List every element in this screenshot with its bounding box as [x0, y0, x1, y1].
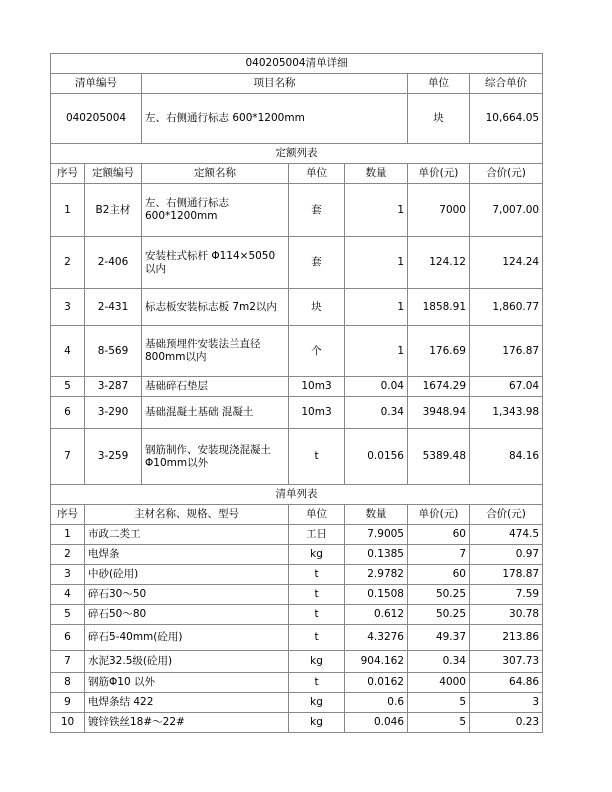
table-row: [51, 184, 543, 237]
mat-col-no: 序号: [51, 505, 85, 525]
mat-qty: 4.3276: [345, 625, 408, 651]
mat-col-unit: 单位: [289, 505, 345, 525]
mat-total: 30.78: [470, 605, 543, 625]
table-row: [51, 377, 543, 397]
table-row: [51, 651, 543, 673]
quota-no: 2: [51, 237, 85, 289]
quota-name: 基础混凝土基础 混凝土: [142, 397, 289, 429]
mat-name: 电焊条结 422: [85, 693, 289, 713]
quota-qty: 0.0156: [345, 429, 408, 485]
quota-qty: 1: [345, 326, 408, 377]
mat-name: 碎石5-40mm(砼用): [85, 625, 289, 651]
quota-code: 2-431: [85, 289, 142, 326]
quota-code: B2主材: [85, 184, 142, 237]
mat-total: 0.97: [470, 545, 543, 565]
quota-name: 基础预埋件安装法兰直径 800mm以内: [142, 326, 289, 377]
quota-unit: 10m3: [289, 377, 345, 397]
table-row: [51, 625, 543, 651]
quota-no: 4: [51, 326, 85, 377]
quota-unit: 个: [289, 326, 345, 377]
quota-total: 1,343.98: [470, 397, 543, 429]
mat-qty: 7.9005: [345, 525, 408, 545]
mat-col-price: 单价(元): [408, 505, 470, 525]
mat-total: 474.5: [470, 525, 543, 545]
quota-code: 8-569: [85, 326, 142, 377]
table-row: [51, 429, 543, 485]
quota-code: 2-406: [85, 237, 142, 289]
quota-col-no: 序号: [51, 164, 85, 184]
quota-col-unit: 单位: [289, 164, 345, 184]
mat-no: 6: [51, 625, 85, 651]
detail-table: [50, 53, 543, 733]
mat-price: 5: [408, 713, 470, 733]
mat-no: 9: [51, 693, 85, 713]
table-row: [51, 585, 543, 605]
mat-qty: 2.9782: [345, 565, 408, 585]
quota-col-price: 单价(元): [408, 164, 470, 184]
mat-total: 307.73: [470, 651, 543, 673]
quota-price: 124.12: [408, 237, 470, 289]
quota-unit: 块: [289, 289, 345, 326]
quota-no: 5: [51, 377, 85, 397]
mat-name: 电焊条: [85, 545, 289, 565]
mat-no: 2: [51, 545, 85, 565]
mat-qty: 0.612: [345, 605, 408, 625]
quota-total: 7,007.00: [470, 184, 543, 237]
quota-total: 1,860.77: [470, 289, 543, 326]
quota-col-qty: 数量: [345, 164, 408, 184]
mat-unit: t: [289, 673, 345, 693]
table-row: [51, 397, 543, 429]
table-row: [51, 289, 543, 326]
mat-no: 10: [51, 713, 85, 733]
mat-unit: t: [289, 605, 345, 625]
quota-qty: 0.34: [345, 397, 408, 429]
mat-name: 市政二类工: [85, 525, 289, 545]
mat-qty: 0.1508: [345, 585, 408, 605]
header-name-label: 项目名称: [142, 74, 408, 94]
mat-price: 7: [408, 545, 470, 565]
mat-name: 中砂(砼用): [85, 565, 289, 585]
header-unit-label: 单位: [408, 74, 470, 94]
mat-qty: 0.046: [345, 713, 408, 733]
quota-no: 1: [51, 184, 85, 237]
mat-unit: kg: [289, 693, 345, 713]
mat-col-qty: 数量: [345, 505, 408, 525]
mat-qty: 0.0162: [345, 673, 408, 693]
mat-unit: t: [289, 565, 345, 585]
mat-unit: kg: [289, 545, 345, 565]
quota-qty: 1: [345, 237, 408, 289]
quota-price: 1674.29: [408, 377, 470, 397]
mat-qty: 904.162: [345, 651, 408, 673]
mat-total: 0.23: [470, 713, 543, 733]
header-price-label: 综合单价: [470, 74, 543, 94]
table-row: [51, 237, 543, 289]
mat-no: 4: [51, 585, 85, 605]
quota-code: 3-287: [85, 377, 142, 397]
mat-total: 64.86: [470, 673, 543, 693]
header-code-label: 清单编号: [51, 74, 142, 94]
quota-no: 7: [51, 429, 85, 485]
table-row: [51, 525, 543, 545]
mat-unit: t: [289, 585, 345, 605]
quota-code: 3-290: [85, 397, 142, 429]
item-price: 10,664.05: [470, 94, 543, 144]
mat-name: 镀锌铁丝18#～22#: [85, 713, 289, 733]
quota-no: 6: [51, 397, 85, 429]
table-row: [51, 565, 543, 585]
quota-total: 124.24: [470, 237, 543, 289]
mat-col-total: 合价(元): [470, 505, 543, 525]
quota-col-total: 合价(元): [470, 164, 543, 184]
quota-unit: 套: [289, 237, 345, 289]
mat-no: 7: [51, 651, 85, 673]
mat-unit: 工日: [289, 525, 345, 545]
table-row: [51, 693, 543, 713]
mat-no: 5: [51, 605, 85, 625]
mat-no: 1: [51, 525, 85, 545]
quota-price: 3948.94: [408, 397, 470, 429]
mat-unit: kg: [289, 651, 345, 673]
mat-total: 178.87: [470, 565, 543, 585]
mat-name: 碎石50～80: [85, 605, 289, 625]
mat-name: 水泥32.5级(砼用): [85, 651, 289, 673]
item-unit: 块: [408, 94, 470, 144]
quota-name: 标志板安装标志板 7m2以内: [142, 289, 289, 326]
quota-unit: 10m3: [289, 397, 345, 429]
quota-unit: t: [289, 429, 345, 485]
quota-price: 176.69: [408, 326, 470, 377]
mat-unit: t: [289, 625, 345, 651]
mat-price: 60: [408, 525, 470, 545]
item-code: 040205004: [51, 94, 142, 144]
quota-code: 3-259: [85, 429, 142, 485]
quota-name: 安装柱式标杆 Φ114×5050 以内: [142, 237, 289, 289]
quota-unit: 套: [289, 184, 345, 237]
mat-total: 3: [470, 693, 543, 713]
mat-total: 7.59: [470, 585, 543, 605]
quota-price: 1858.91: [408, 289, 470, 326]
table-row: [51, 545, 543, 565]
item-name: 左、右侧通行标志 600*1200mm: [142, 94, 408, 144]
mat-no: 3: [51, 565, 85, 585]
mat-price: 50.25: [408, 605, 470, 625]
mat-price: 60: [408, 565, 470, 585]
quota-total: 176.87: [470, 326, 543, 377]
mat-total: 213.86: [470, 625, 543, 651]
quota-total: 84.16: [470, 429, 543, 485]
table-row: [51, 673, 543, 693]
mat-unit: kg: [289, 713, 345, 733]
mat-price: 5: [408, 693, 470, 713]
sheet-title: 040205004清单详细: [51, 54, 543, 74]
mat-price: 4000: [408, 673, 470, 693]
mat-no: 8: [51, 673, 85, 693]
quota-price: 7000: [408, 184, 470, 237]
materials-section-title: 清单列表: [51, 485, 543, 505]
quota-col-code: 定额编号: [85, 164, 142, 184]
table-row: [51, 326, 543, 377]
mat-price: 49.37: [408, 625, 470, 651]
quota-section-title: 定额列表: [51, 144, 543, 164]
quota-qty: 1: [345, 289, 408, 326]
quota-no: 3: [51, 289, 85, 326]
table-row: [51, 713, 543, 733]
mat-price: 0.34: [408, 651, 470, 673]
table-row: [51, 605, 543, 625]
quota-price: 5389.48: [408, 429, 470, 485]
mat-col-name: 主材名称、规格、型号: [85, 505, 289, 525]
quota-name: 钢筋制作、安装现浇混凝土 Φ10mm以外: [142, 429, 289, 485]
quota-name: 基础碎石垫层: [142, 377, 289, 397]
mat-qty: 0.1385: [345, 545, 408, 565]
mat-name: 碎石30～50: [85, 585, 289, 605]
quota-qty: 1: [345, 184, 408, 237]
mat-qty: 0.6: [345, 693, 408, 713]
quota-name: 左、右侧通行标志 600*1200mm: [142, 184, 289, 237]
quota-col-name: 定额名称: [142, 164, 289, 184]
mat-name: 钢筋Φ10 以外: [85, 673, 289, 693]
quota-qty: 0.04: [345, 377, 408, 397]
mat-price: 50.25: [408, 585, 470, 605]
quota-total: 67.04: [470, 377, 543, 397]
